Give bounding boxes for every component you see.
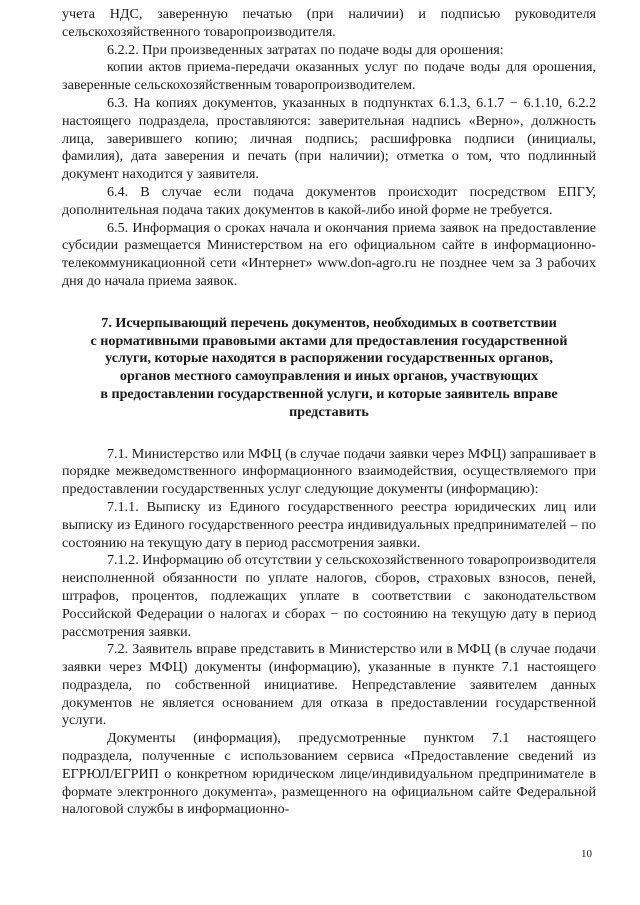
section-6-continuation	[62, 6, 596, 291]
paragraph-6-4: 6.4. В случае если подача документов происходит посредством ЕПГУ, дополнительная подача таких документов в какой-либо иной форме не требуется.	[62, 183, 596, 218]
paragraph-7-1: 7.1. Министерство или МФЦ (в случае подачи заявки через МФЦ) запрашивает в порядке межведомственного информационного взаимодействия, осуществляемого при предоставлении государственных услуг следующие документы (информацию):	[62, 445, 596, 498]
page-body	[62, 6, 596, 819]
paragraph-docs: Документы (информация), предусмотренные пунктом 7.1 настоящего подраздела, полученные с использованием сервиса «Предоставление сведений из ЕГРЮЛ/ЕГРИП о конкретном юридическом лице/индивидуальном предпринимателе в формате электронного документа», размещенного на официальном сайте Федеральной налоговой службы в информационно-	[62, 730, 596, 818]
paragraph-6-2-2: 6.2.2. При произведенных затратах по подаче воды для орошения:	[107, 41, 504, 58]
section-heading	[62, 315, 596, 422]
heading-line: органов местного самоуправления и иных органов, участвующих	[119, 368, 539, 385]
paragraph-6-3: 6.3. На копиях документов, указанных в подпунктах 6.1.3, 6.1.7 − 6.1.10, 6.2.2 настоящего подраздела, проставляются: заверительная надпись «Верно», должность лица, заверившего копию; личная подпись; расшифровка подписи (инициалы, фамилия), дата заверения и печать (при наличии); отметка о том, что подлинный документ находится у заявителя.	[62, 94, 596, 183]
paragraph-6-5: 6.5. Информация о сроках начала и окончания приема заявок на предоставление субсидии размещается Министерством на его официальном сайте в информационно-телекоммуникационной сети «Интернет» www.don-agro.ru не позднее чем за 3 рабочих дня до начала приема заявок.	[62, 219, 596, 289]
section-7-heading	[62, 315, 596, 422]
section-7-body	[62, 446, 596, 820]
heading-line: представить	[289, 403, 369, 420]
paragraph-intro: учета НДС, заверенную печатью (при наличии) и подписью руководителя сельскохозяйственного товаропроизводителя.	[62, 6, 596, 40]
heading-line: с нормативными правовыми актами для предоставления государственной	[90, 332, 568, 349]
paragraph-7-1-2: 7.1.2. Информацию об отсутствии у сельскохозяйственного товаропроизводителя неисполненной обязанности по уплате налогов, сборов, страховых взносов, пеней, штрафов, процентов, подлежащих уплате в соответствии с законодательством Российской Федерации о налогах и сборах − по состоянию на текущую дату в период рассмотрения заявки.	[62, 552, 596, 640]
heading-line: 7. Исчерпывающий перечень документов, необходимых в соответствии	[101, 314, 557, 331]
heading-line: услуги, которые находятся в распоряжении государственных органов,	[105, 350, 553, 367]
heading-line: в предоставлении государственной услуги, и которые заявитель вправе	[100, 385, 558, 402]
paragraph-7-1-1: 7.1.1. Выписку из Единого государственного реестра юридических лиц или выписку из Единого государственного реестра индивидуальных предпринимателей – по состоянию на текущую дату в период рассмотрения заявки.	[62, 498, 596, 551]
paragraph-6-2-2-a: копии актов приема-передачи оказанных услуг по подаче воды для орошения, заверенные сельскохозяйственным товаропроизводителем.	[62, 59, 596, 94]
page-number: 10	[581, 848, 592, 860]
paragraph-7-2: 7.2. Заявитель вправе представить в Министерство или в МФЦ (в случае подачи заявки через МФЦ) документы (информацию), указанные в пункте 7.1 настоящего подраздела, по собственной инициативе. Непредставление заявителем данных документов не является основанием для отказа в предоставлении государственной услуги.	[62, 641, 596, 729]
